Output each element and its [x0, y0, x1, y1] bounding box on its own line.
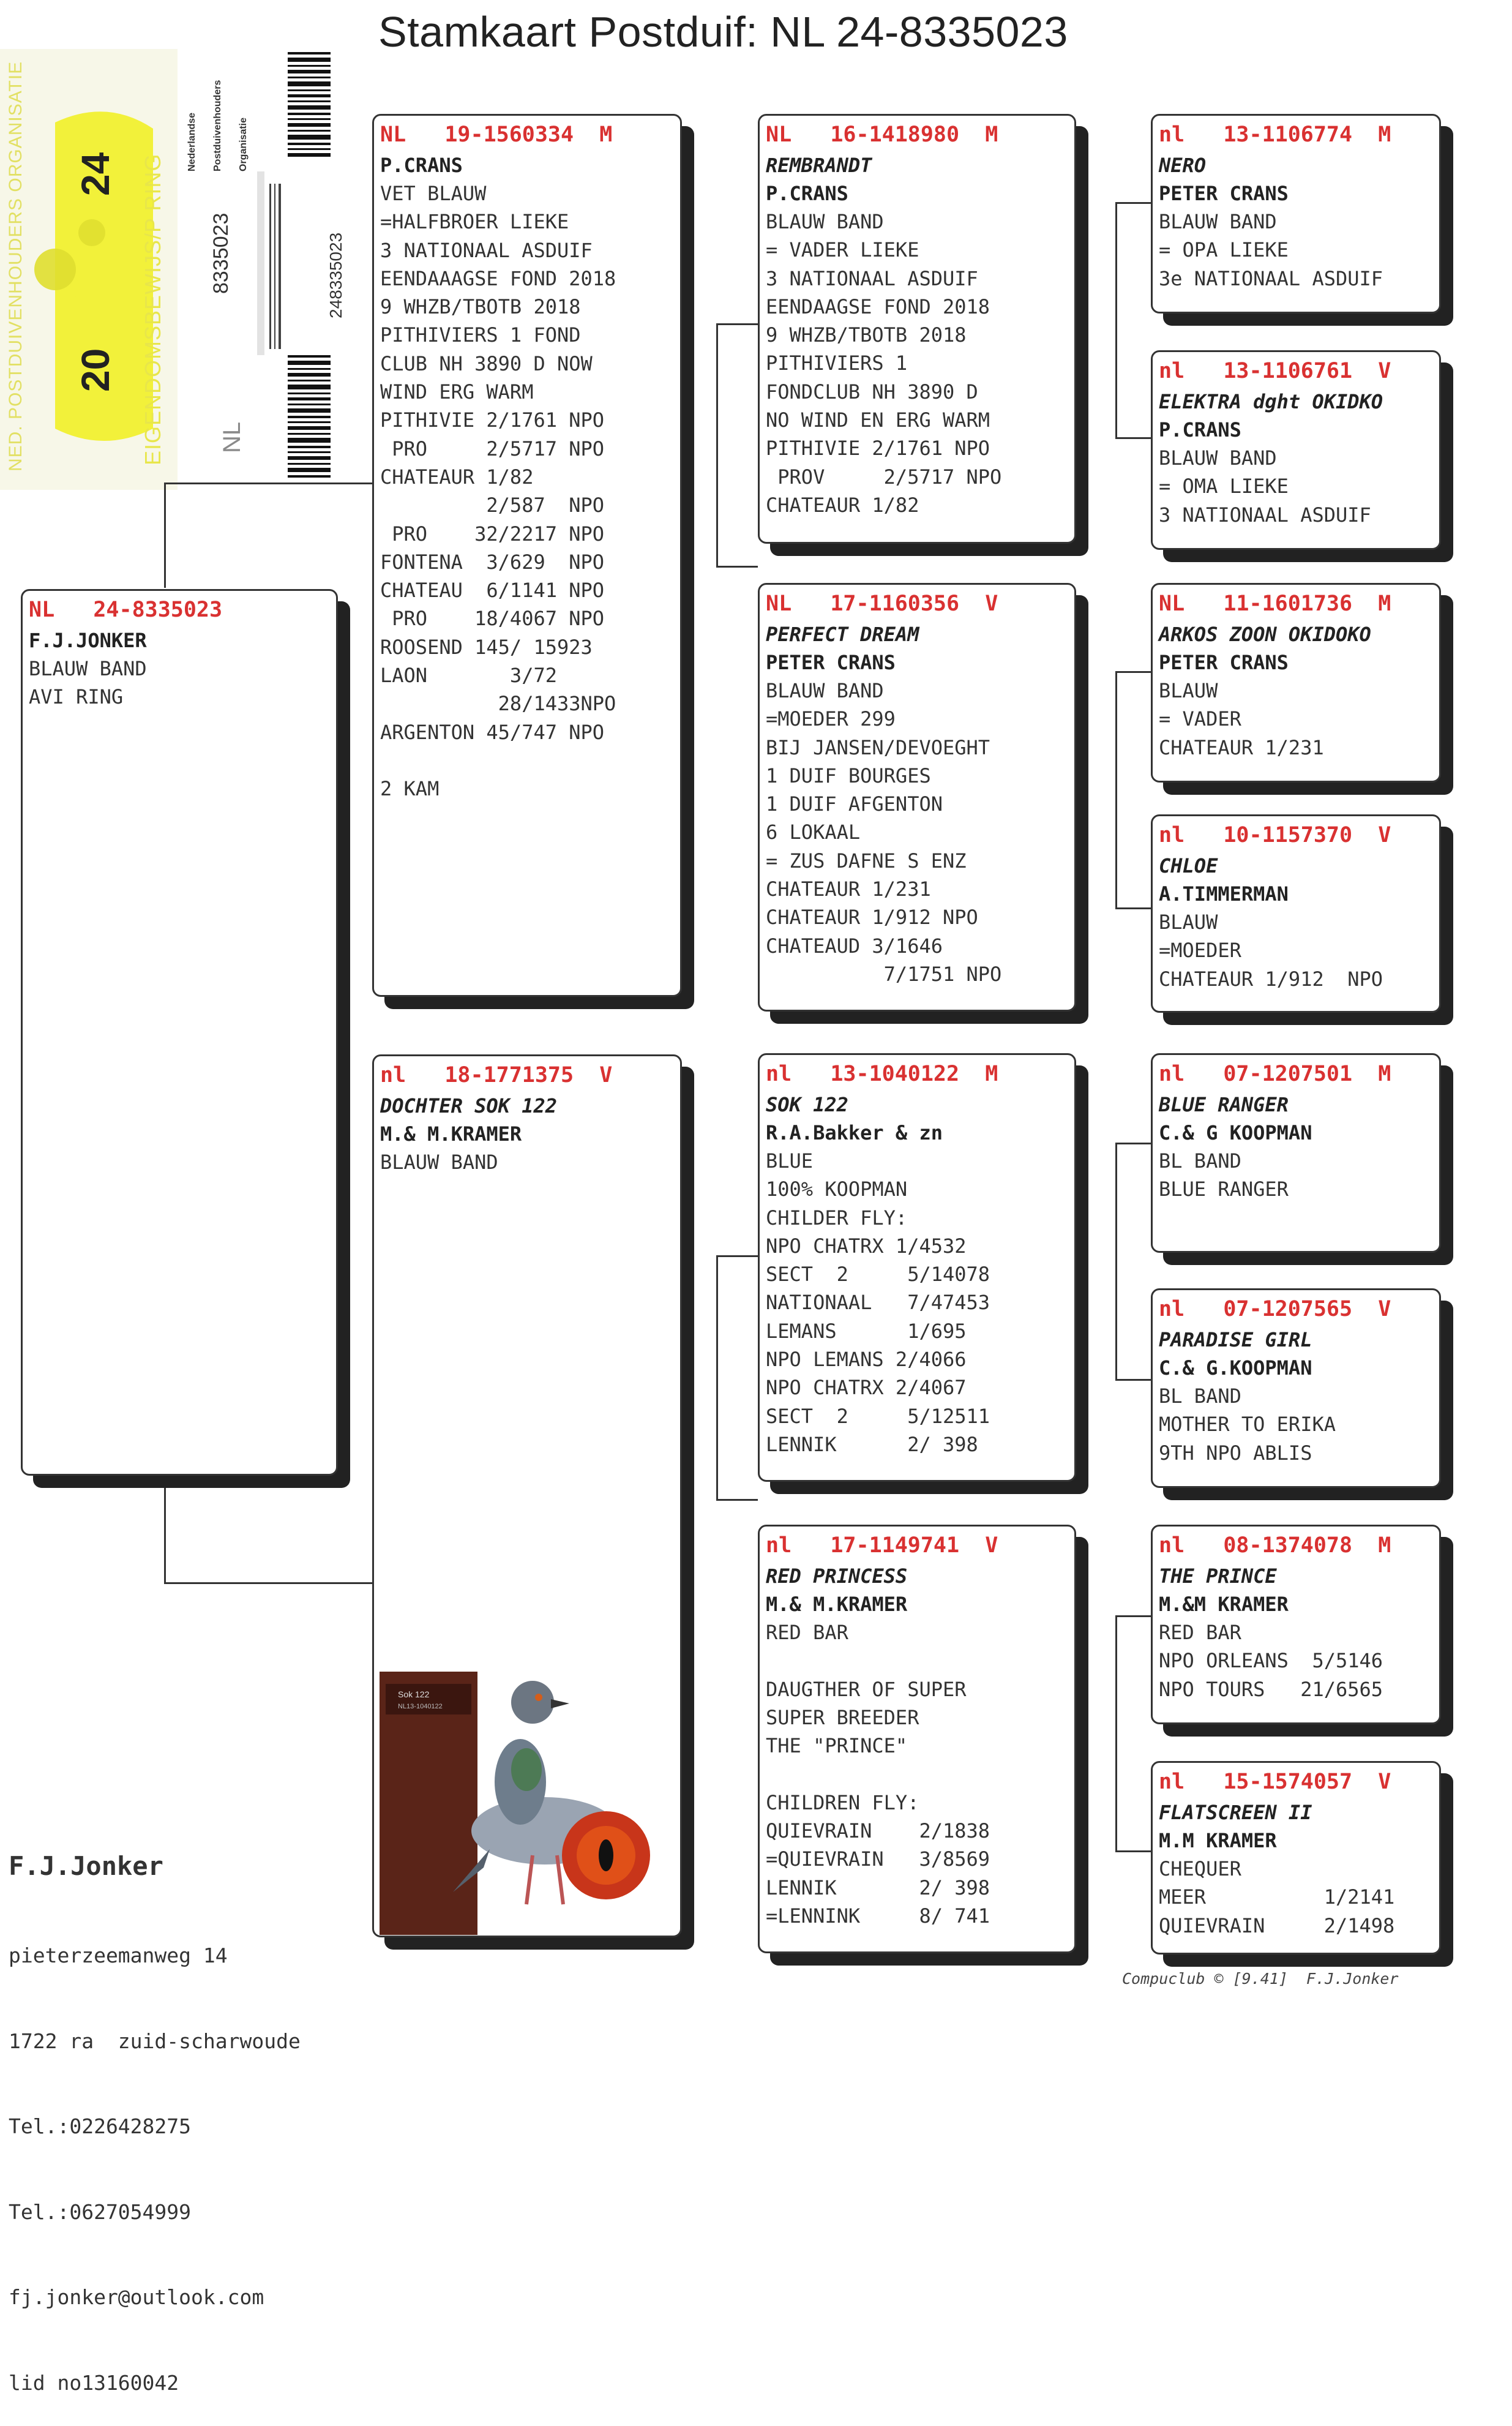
detail-line: SECT 2 5/14078 [766, 1263, 990, 1286]
pedigree-card-mf-mother [1151, 1288, 1441, 1488]
detail-line: NPO TOURS 21/6565 [1159, 1677, 1383, 1701]
pigeon-name: BLUE RANGER [1159, 1093, 1289, 1116]
detail-line: PRO 32/2217 NPO [380, 522, 605, 546]
breeder-name: C.& G.KOOPMAN [1159, 1356, 1312, 1380]
detail-line: CHATEAUR 1/82 [380, 465, 534, 489]
owner-city: 1722 ra zuid-scharwoude [9, 2029, 301, 2053]
breeder-name: PETER CRANS [1159, 651, 1289, 674]
breeder-name: C.& G KOOPMAN [1159, 1121, 1312, 1144]
pigeon-name: THE PRINCE [1159, 1564, 1277, 1588]
ring-number: nl 17-1149741 V [766, 1533, 998, 1558]
pedigree-card-fm-mother [1151, 814, 1441, 1013]
detail-line: 3 NATIONAAL ASDUIF [766, 266, 978, 290]
detail-line: CHILDER FLY: [766, 1206, 908, 1230]
connector-line [1115, 1379, 1151, 1381]
barcode-middle [257, 171, 281, 355]
ownership-vertical-text: EIGENDOMSBEWIJS/P RING [140, 153, 165, 465]
detail-line: MOTHER TO ERIKA [1159, 1413, 1336, 1436]
detail-line: SUPER BREEDER [766, 1705, 919, 1729]
pigeon-name: PARADISE GIRL [1159, 1328, 1312, 1351]
ring-number: nl 15-1574057 V [1159, 1770, 1391, 1794]
connector-line [1115, 671, 1117, 909]
pedigree-card-mother-mother [758, 1525, 1076, 1953]
detail-line: SECT 2 5/12511 [766, 1404, 990, 1428]
year-right: 24 [73, 152, 118, 196]
pigeon-name: FLATSCREEN II [1159, 1801, 1312, 1824]
detail-line: FONDCLUB NH 3890 D [766, 380, 978, 404]
detail-line: = OMA LIEKE [1159, 475, 1289, 498]
pigeon-name: DOCHTER SOK 122 [380, 1094, 557, 1117]
pigeon-photo [380, 1672, 661, 1935]
detail-line: 7/1751 NPO [766, 962, 1002, 986]
org-vertical-text: NED. POSTDUIVENHOUDERS ORGANISATIE [6, 61, 26, 471]
ring-number: nl 10-1157370 V [1159, 823, 1391, 847]
ring-number: nl 08-1374078 M [1159, 1533, 1391, 1558]
detail-line: BLAUW BAND [766, 210, 884, 233]
page-title: Stamkaart Postduif: NL 24-8335023 [378, 8, 1068, 56]
detail-line: ARGENTON 45/747 NPO [380, 720, 605, 744]
detail-line: CHATEAUD 3/1646 [766, 934, 943, 958]
connector-line [716, 323, 718, 567]
detail-line: BLUE [766, 1149, 814, 1173]
owner-mobile: Tel.:0627054999 [9, 2199, 192, 2224]
detail-line: CHATEAUR 1/231 [766, 877, 931, 901]
pigeon-name: ARKOS ZOON OKIDOKO [1159, 623, 1371, 646]
connector-line [1115, 1143, 1117, 1380]
detail-line: RED BAR [1159, 1621, 1241, 1644]
detail-line: 100% KOOPMAN [766, 1177, 908, 1201]
org-line-3: Organisatie [238, 117, 249, 171]
breeder-name: P.CRANS [1159, 418, 1241, 441]
detail-line: CHATEAUR 1/231 [1159, 735, 1324, 759]
barcode-bottom [288, 355, 331, 478]
breeder-name: M.&M KRAMER [1159, 1593, 1289, 1616]
breeder-name: M.& M.KRAMER [766, 1593, 908, 1616]
detail-line: CHEQUER [1159, 1857, 1241, 1880]
pedigree-card-mother-father [758, 1053, 1076, 1482]
pedigree-card-mm-father [1151, 1525, 1441, 1724]
connector-line [716, 566, 758, 568]
detail-line: 2 KAM [380, 777, 440, 801]
detail-line: CHATEAUR 1/82 [766, 493, 919, 517]
ring-number: nl 13-1106774 M [1159, 122, 1391, 147]
ring-number: nl 13-1040122 M [766, 1062, 998, 1086]
detail-line: PRO 2/5717 NPO [380, 437, 605, 460]
connector-line [1115, 437, 1151, 439]
detail-line: MEER 1/2141 [1159, 1885, 1395, 1909]
barcode-number: 248335023 [326, 232, 345, 318]
detail-line: NATIONAAL 7/47453 [766, 1291, 990, 1315]
detail-line: = VADER LIEKE [766, 238, 919, 262]
ring-number: NL 16-1418980 M [766, 122, 998, 147]
connector-line [164, 1474, 166, 1583]
connector-line [1115, 202, 1117, 438]
detail-line: =LENNINK 8/ 741 [766, 1904, 990, 1928]
pedigree-card-father [372, 114, 682, 997]
barcode-top [288, 52, 331, 157]
detail-line: 9TH NPO ABLIS [1159, 1441, 1312, 1465]
detail-line: VET BLAUW [380, 182, 487, 205]
detail-line: PITHIVIE 2/1761 NPO [380, 408, 605, 432]
detail-line: LENNIK 2/ 398 [766, 1432, 978, 1456]
breeder-name: PETER CRANS [766, 651, 896, 674]
detail-line: NPO LEMANS 2/4066 [766, 1348, 967, 1372]
connector-line [716, 1255, 758, 1257]
detail-line: BLAUW BAND [1159, 446, 1277, 470]
detail-line: 3e NATIONAAL ASDUIF [1159, 266, 1383, 290]
ring-number: NL 11-1601736 M [1159, 591, 1391, 616]
detail-line: BL BAND [1159, 1149, 1241, 1173]
ring-number: NL 17-1160356 V [766, 591, 998, 616]
detail-line: 2/587 NPO [380, 494, 605, 517]
owner-phone: Tel.:0226428275 [9, 2114, 192, 2138]
pedigree-card-father-mother [758, 583, 1076, 1012]
connector-line [1115, 671, 1151, 673]
detail-line: NPO CHATRX 2/4067 [766, 1376, 967, 1400]
connector-line [1115, 1615, 1151, 1617]
detail-line: 9 WHZB/TBOTB 2018 [766, 323, 967, 347]
detail-line: QUIEVRAIN 2/1498 [1159, 1913, 1395, 1937]
detail-line: BL BAND [1159, 1384, 1241, 1408]
connector-line [1115, 202, 1151, 204]
detail-line: LAON 3/72 [380, 664, 557, 688]
detail-line: BLAUW BAND [1159, 210, 1277, 233]
detail-line: 3 NATIONAAL ASDUIF [380, 238, 593, 262]
detail-line: 3 NATIONAAL ASDUIF [1159, 503, 1371, 527]
software-credit: Compuclub © [9.41] F.J.Jonker [1122, 1970, 1399, 1988]
pigeon-name: CHLOE [1159, 854, 1218, 877]
photo-subcaption: NL13-1040122 [398, 1703, 443, 1710]
pigeon-name: NERO [1159, 154, 1207, 177]
connector-line [716, 1499, 758, 1501]
detail-line: NPO ORLEANS 5/5146 [1159, 1649, 1383, 1673]
detail-line: = ZUS DAFNE S ENZ [766, 849, 967, 873]
pedigree-card-mf-father [1151, 1053, 1441, 1253]
detail-line: = VADER [1159, 707, 1241, 731]
year-left: 20 [73, 348, 118, 392]
detail-line: WIND ERG WARM [380, 380, 534, 404]
pedigree-card-fm-father [1151, 583, 1441, 783]
owner-email: fj.jonker@outlook.com [9, 2285, 264, 2309]
pigeon-name: ELEKTRA dght OKIDKO [1159, 390, 1383, 413]
detail-line: BLAUW BAND [29, 657, 147, 680]
detail-line: NO WIND EN ERG WARM [766, 408, 990, 432]
pigeon-name: SOK 122 [766, 1093, 848, 1116]
ring-number: nl 18-1771375 V [380, 1063, 613, 1087]
ring-number: nl 13-1106761 V [1159, 359, 1391, 383]
detail-line: EENDAAGSE FOND 2018 [766, 295, 990, 318]
detail-line: BLUE RANGER [1159, 1177, 1289, 1201]
detail-line: NPO CHATRX 1/4532 [766, 1234, 967, 1258]
detail-line: CHILDREN FLY: [766, 1790, 919, 1814]
pigeon-name: PERFECT DREAM [766, 623, 919, 646]
pedigree-card-ff-father [1151, 114, 1441, 314]
photo-caption: Sok 122 [398, 1689, 430, 1699]
pedigree-card-subject [21, 589, 338, 1476]
breeder-name: R.A.Bakker & zn [766, 1121, 943, 1144]
detail-line: QUIEVRAIN 2/1838 [766, 1819, 990, 1843]
detail-line: =HALFBROER LIEKE [380, 210, 569, 234]
detail-line: FONTENA 3/629 NPO [380, 550, 605, 574]
owner-address: pieterzeemanweg 14 [9, 1943, 228, 1967]
detail-line [766, 1760, 1068, 1788]
detail-line: 6 LOKAAL [766, 821, 861, 844]
connector-line [716, 1255, 718, 1500]
pedigree-card-mm-mother [1151, 1761, 1441, 1955]
breeder-name: PETER CRANS [1159, 182, 1289, 205]
detail-line: AVI RING [29, 685, 124, 709]
ring-ownership-card [0, 49, 343, 490]
detail-line: CLUB NH 3890 D NOW [380, 351, 593, 375]
detail-line: BIJ JANSEN/DEVOEGHT [766, 735, 990, 759]
ring-number: NL 24-8335023 [29, 598, 223, 622]
detail-line: THE "PRINCE" [766, 1734, 908, 1758]
detail-line: BLAUW [1159, 911, 1218, 934]
detail-line: 1 DUIF BOURGES [766, 764, 931, 787]
connector-line [716, 323, 758, 325]
detail-line: RED BAR [766, 1621, 848, 1644]
breeder-name: P.CRANS [380, 154, 463, 177]
detail-line: PITHIVIERS 1 FOND [380, 323, 581, 347]
detail-line: ROOSEND 145/ 15923 [380, 635, 593, 659]
detail-line: PRO 18/4067 NPO [380, 607, 605, 631]
detail-line: DAUGTHER OF SUPER [766, 1677, 967, 1701]
org-line-1: Nederlandse [187, 112, 197, 171]
owner-info [9, 1791, 301, 2426]
detail-line: LEMANS 1/695 [766, 1319, 967, 1343]
detail-line: 9 WHZB/TBOTB 2018 [380, 295, 581, 319]
connector-line [1115, 1615, 1117, 1852]
detail-line: 1 DUIF AFGENTON [766, 792, 943, 816]
breeder-name: A.TIMMERMAN [1159, 882, 1289, 906]
detail-line: =MOEDER [1159, 939, 1241, 963]
detail-line: BLAUW [1159, 679, 1218, 702]
detail-line: CHATEAUR 1/912 NPO [766, 906, 978, 929]
connector-line [1115, 1143, 1151, 1144]
ring-country: NL [219, 421, 245, 453]
detail-line: =MOEDER 299 [766, 707, 896, 731]
connector-line [164, 483, 166, 588]
detail-line: CHATEAUR 1/912 NPO [1159, 967, 1383, 991]
detail-line: BLAUW BAND [766, 679, 884, 702]
detail-line: PROV 2/5717 NPO [766, 465, 1002, 489]
detail-line: EENDAAAGSE FOND 2018 [380, 266, 616, 290]
detail-line: PITHIVIE 2/1761 NPO [766, 437, 990, 460]
detail-line: = OPA LIEKE [1159, 238, 1289, 262]
owner-name: F.J.Jonker [9, 1851, 163, 1881]
connector-line [164, 483, 372, 484]
pedigree-card-father-father [758, 114, 1076, 544]
owner-member-number: lid no13160042 [9, 2370, 179, 2395]
breeder-name: F.J.JONKER [29, 629, 147, 652]
connector-line [164, 1582, 372, 1584]
pigeon-name: REMBRANDT [766, 154, 872, 177]
breeder-name: M.M KRAMER [1159, 1829, 1277, 1852]
org-line-2: Postduivenhouders [212, 80, 223, 171]
ring-number: NL 19-1560334 M [380, 122, 613, 147]
detail-line [380, 746, 674, 775]
detail-line: LENNIK 2/ 398 [766, 1876, 990, 1899]
pedigree-card-ff-mother [1151, 350, 1441, 550]
connector-line [1115, 1850, 1151, 1852]
detail-line: 28/1433NPO [380, 692, 616, 716]
breeder-name: M.& M.KRAMER [380, 1122, 522, 1146]
detail-line: CHATEAU 6/1141 NPO [380, 579, 605, 603]
detail-line: PITHIVIERS 1 [766, 351, 908, 375]
ring-number: nl 07-1207501 M [1159, 1062, 1391, 1086]
ring-number: nl 07-1207565 V [1159, 1297, 1391, 1321]
detail-line: =QUIEVRAIN 3/8569 [766, 1847, 990, 1871]
pigeon-name: RED PRINCESS [766, 1564, 908, 1588]
breeder-name: P.CRANS [766, 182, 848, 205]
detail-line: BLAUW BAND [380, 1151, 498, 1174]
detail-line [766, 1647, 1068, 1675]
ring-number: 8335023 [209, 212, 233, 294]
connector-line [1115, 907, 1151, 909]
